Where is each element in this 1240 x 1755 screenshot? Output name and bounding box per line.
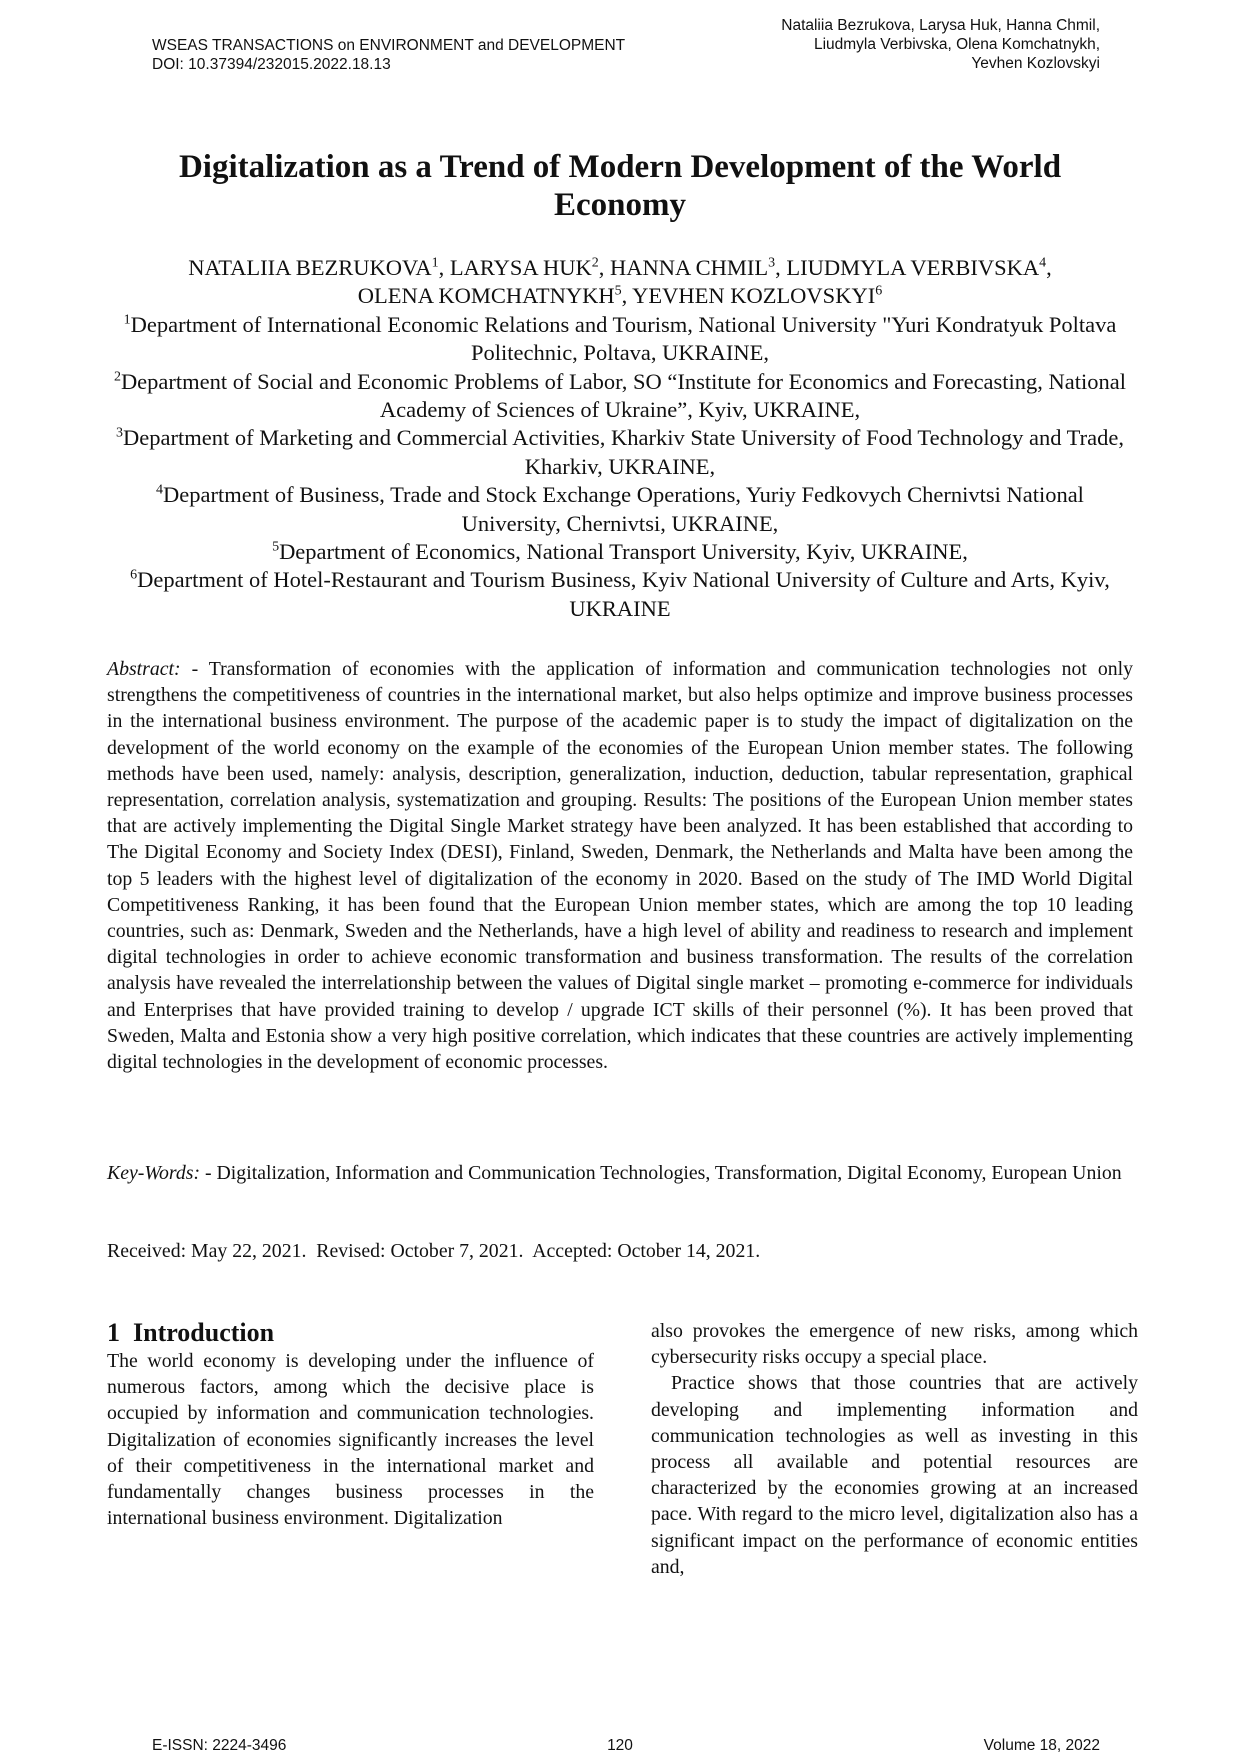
- author-sup: 6: [875, 283, 883, 299]
- abstract-paragraph: [107, 656, 1133, 1075]
- keywords: [107, 1160, 1133, 1186]
- affiliation: [110, 538, 1130, 566]
- author-sup: 3: [768, 255, 776, 271]
- affiliation: [110, 566, 1130, 623]
- body-paragraph: The world economy is developing under the influence of numerous factors, among which the decisive place is occupied by information and communication technologies. Digitalization of economies significantly increases the level of their competitiveness in the international market and fundamentally changes business processes in the international business environment. Digitalization: [107, 1350, 594, 1530]
- footer-issn: E-ISSN: 2224-3496: [152, 1737, 287, 1754]
- body-paragraph: also provokes the emergence of new risks, among which cybersecurity risks occupy a special place.: [651, 1320, 1138, 1369]
- keywords-paragraph: [107, 1160, 1133, 1186]
- affiliation: [110, 424, 1130, 481]
- author-name: HANNA CHMIL: [610, 255, 769, 280]
- affiliation: [110, 368, 1130, 425]
- author-name: LARYSA HUK: [449, 255, 592, 280]
- affiliation-sup: 5: [272, 539, 280, 555]
- affiliation: [110, 481, 1130, 538]
- affiliation-sup: 2: [113, 369, 121, 385]
- author-name: OLENA KOMCHATNYKH: [357, 283, 615, 309]
- footer-volume: Volume 18, 2022: [983, 1737, 1100, 1754]
- abstract: [107, 656, 1133, 1075]
- affiliation-text: Department of Marketing and Commercial Activities, Kharkiv State University of Food Technology and Trade, Kharkiv, UKRAINE,: [123, 425, 1124, 479]
- body-paragraph: Practice shows that those countries that are actively developing and implementing information and communication technologies as well as investing in this process all available and potential resources are characterized by the economies growing at an increased pace. With regard to the micro level, digitalization also has a significant impact on the performance of economic entities and,: [651, 1372, 1138, 1578]
- affiliation-sup: 4: [156, 482, 164, 498]
- author-sup: 5: [614, 283, 622, 299]
- publication-dates: Received: May 22, 2021. Revised: October 7, 2021. Accepted: October 14, 2021.: [107, 1240, 761, 1262]
- abstract-text: - Transformation of economies with the application of information and communication technologies not only strengthens the competitiveness of countries in the international market, but also helps optimize and improve business processes in the international business environment. The purpose of the academic paper is to study the impact of digitalization on the development of the world economy on the example of the economies of the European Union member states. The following methods have been used, namely: analysis, description, generalization, induction, deduction, tabular representation, graphical representation, correlation analysis, systematization and grouping. Results: The positions of the European Union member states that are actively implementing the Digital Single Market strategy have been analyzed. It has been established that according to The Digital Economy and Society Index (DESI), Finland, Sweden, Denmark, the Netherlands and Malta have been among the top 5 leaders with the highest level of digitalization of the economy in 2020. Based on the study of The IMD World Digital Competitiveness Ranking, it has been found that the European Union member states, which are among the top 10 leading countries, such as: Denmark, Sweden and the Netherlands, have a high level of ability and readiness to research and implement digital technologies in order to achieve economic transformation and business transformation. The results of the correlation analysis have revealed the interrelationship between the values of Digital single market – promoting e-commerce for individuals and Enterprises that have provided training to develop / upgrade ICT skills of their personnel (%). It has been proved that Sweden, Malta and Estonia show a very high positive correlation, which indicates that these countries are actively implementing digital technologies in the development of economic processes.: [107, 658, 1133, 1074]
- header-authors-line: Liudmyla Verbivska, Olena Komchatnykh,: [813, 36, 1100, 53]
- author-name: NATALIIA BEZRUKOVA: [188, 255, 432, 280]
- left-column: [107, 1318, 594, 1531]
- header-authors-line: Yevhen Kozlovskyi: [971, 55, 1100, 72]
- footer-page-number: 120: [607, 1737, 633, 1754]
- running-header-journal: [152, 36, 625, 74]
- keywords-label: Key-Words:: [107, 1162, 201, 1184]
- author-name: YEVHEN KOZLOVSKYI: [632, 283, 876, 309]
- affiliation-sup: 3: [116, 425, 124, 441]
- affiliation-text: Department of Economics, National Transport University, Kyiv, UKRAINE,: [279, 539, 968, 565]
- author-list: NATALIIA BEZRUKOVA$^1$, LARYSA HUK$^2$, HANNA CHMIL$^3$, LIUDMYLA VERBIVSKA$^4$, OLENA KOMCHATNYKH$^5$, YEVHEN KOZLOVSKYI$^6$: [188, 255, 1052, 309]
- header-authors-line: Nataliia Bezrukova, Larysa Huk, Hanna Chmil,: [781, 17, 1100, 34]
- affiliation-sup: 1: [123, 312, 131, 328]
- affiliation-text: Department of Hotel-Restaurant and Tourism Business, Kyiv National University of Culture and Arts, Kyiv, UKRAINE: [137, 567, 1110, 621]
- section-heading: 1 Introduction: [107, 1318, 275, 1347]
- affiliation-text: Department of International Economic Relations and Tourism, National University "Yuri Kondratyuk Poltava Politechnic, Poltava, UKRAINE,: [130, 311, 1117, 366]
- author-block: [110, 254, 1130, 623]
- affiliation: [110, 311, 1130, 368]
- author-sup: 4: [1039, 255, 1047, 271]
- author-sup: 2: [591, 255, 599, 271]
- doi: DOI: 10.37394/232015.2022.18.13: [152, 56, 391, 73]
- affiliation-text: Department of Business, Trade and Stock Exchange Operations, Yuriy Fedkovych Chernivtsi National University, Chernivtsi, UKRAINE,: [163, 482, 1084, 536]
- journal-name: WSEAS TRANSACTIONS on ENVIRONMENT and DEVELOPMENT: [152, 37, 626, 54]
- keywords-text: - Digitalization, Information and Communication Technologies, Transformation, Digital Economy, European Union: [200, 1162, 1122, 1184]
- author-name: LIUDMYLA VERBIVSKA: [786, 255, 1040, 280]
- affiliation-sup: 6: [130, 567, 138, 583]
- right-column: [651, 1318, 1138, 1580]
- running-header-authors: [781, 16, 1100, 73]
- abstract-label: Abstract:: [107, 658, 181, 680]
- paper-title: Digitalization as a Trend of Modern Development of the World Economy: [178, 149, 1062, 223]
- author-sup: 1: [431, 255, 439, 271]
- affiliation-text: Department of Social and Economic Problems of Labor, SO “Institute for Economics and Forecasting, National Academy of Sciences of Ukraine”, Kyiv, UKRAINE,: [120, 368, 1127, 423]
